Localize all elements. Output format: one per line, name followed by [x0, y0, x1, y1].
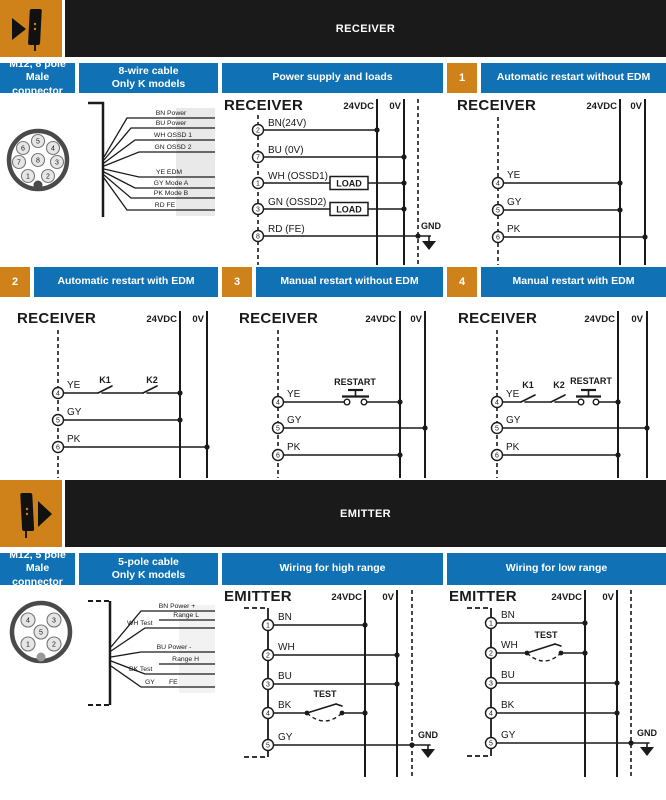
gnd-label: GND: [418, 730, 438, 740]
pin-number: 2: [256, 127, 260, 135]
wire-label: BN(24V): [268, 118, 307, 129]
header-line: Power supply and loads: [272, 71, 393, 84]
receiver-pins: [493, 178, 504, 243]
wire-label: BU: [501, 670, 515, 681]
restart-pushbutton: [342, 390, 369, 405]
number-label: 1: [458, 72, 466, 84]
wire-label: GN (OSSD2): [268, 197, 327, 208]
pin-number: 4: [495, 399, 499, 407]
rail-0v-label: 0V: [410, 314, 422, 325]
wire-label: YE: [507, 170, 521, 181]
ground-symbol: [422, 241, 436, 250]
test-switch-label: TEST: [534, 630, 558, 640]
receiver-device-icon: [0, 0, 62, 57]
cable-8wire-diagram: [79, 95, 218, 265]
wire-label: GY: [507, 197, 522, 208]
header-line: Automatic restart without EDM: [496, 71, 651, 84]
wire-label: RD FE: [154, 202, 176, 209]
pin-number: 4: [489, 710, 493, 718]
wire-label: Range H: [172, 656, 199, 663]
receiver-banner: [0, 0, 666, 57]
pin-number: 3: [55, 159, 59, 167]
k2-contact-label: K2: [146, 375, 158, 385]
header-line: Wiring for low range: [505, 562, 608, 575]
emitter-banner: [0, 480, 666, 547]
pin-number: 4: [496, 180, 500, 188]
pin-number: 1: [256, 180, 260, 188]
pin-number: 5: [56, 417, 60, 425]
pin-number: 5: [489, 740, 493, 748]
receiver-pins: [273, 397, 284, 461]
junction-dots: [305, 622, 415, 747]
pin-number: 1: [489, 620, 493, 628]
wire-label: GY: [67, 407, 82, 418]
pin-number: 4: [266, 710, 270, 718]
rail-24vdc-label: 24VDC: [343, 101, 374, 112]
emitter-high-range-diagram: [222, 585, 443, 800]
wire-label: BU Power -: [156, 644, 192, 651]
rail-0v-label: 0V: [389, 101, 401, 112]
header-wiring-high-range: [222, 553, 443, 585]
wire-label: GY: [506, 415, 521, 426]
pin-number: 4: [26, 617, 30, 625]
rail-24vdc-label: 24VDC: [365, 314, 396, 325]
header-number-3: [222, 267, 252, 297]
k1-contact-label: K1: [99, 375, 111, 385]
pin-number: 5: [276, 425, 280, 433]
pin-number: 3: [489, 680, 493, 688]
wire-label: BK: [278, 700, 292, 711]
power-supply-diagram: [222, 93, 443, 265]
connector-8pole-diagram: [0, 95, 79, 265]
header-number-2: [0, 267, 30, 297]
pin-number: 6: [495, 452, 499, 460]
gnd-label: GND: [637, 728, 657, 738]
diagram-title: RECEIVER: [457, 97, 537, 114]
header-diagram-4: [481, 267, 666, 297]
cable-5pole-diagram: [79, 595, 218, 760]
pin-number: 5: [496, 207, 500, 215]
pin-number: 4: [51, 145, 55, 153]
wire-label: PK: [67, 434, 81, 445]
pin-number: 1: [26, 173, 30, 181]
pin-number: 3: [256, 206, 260, 214]
pin-number: 8: [36, 157, 40, 165]
ground-symbol: [640, 747, 654, 756]
pin-number: 3: [266, 681, 270, 689]
receiver-banner-title: RECEIVER: [335, 22, 396, 35]
pin-number: 5: [266, 742, 270, 750]
rail-0v-label: 0V: [631, 314, 643, 325]
number-label: 3: [233, 276, 241, 288]
pin-number: 1: [266, 622, 270, 630]
pin-number: 4: [276, 399, 280, 407]
rail-24vdc-label: 24VDC: [331, 592, 362, 603]
header-line: 8-wire cable: [118, 64, 179, 77]
header-diagram-3: [256, 267, 443, 297]
wire-label: PK: [287, 442, 301, 453]
diagram-4-manual-restart-edm: [447, 297, 666, 478]
rail-0v-label: 0V: [602, 592, 614, 603]
pin-number: 6: [56, 444, 60, 452]
diagram-title: RECEIVER: [239, 310, 319, 327]
rail-0v-label: 0V: [382, 592, 394, 603]
load-box-label: LOAD: [336, 178, 362, 189]
emitter-device-icon: [0, 480, 62, 547]
receiver-pins: [53, 388, 64, 453]
header-line: Manual restart with EDM: [512, 275, 635, 288]
wire-label: RD (FE): [268, 224, 305, 235]
pin-number: 5: [39, 629, 43, 637]
wire-label: GY Mode A: [153, 180, 189, 187]
wire-label: BK Test: [129, 666, 153, 673]
wire-label: PK: [506, 442, 520, 453]
rail-0v-label: 0V: [192, 314, 204, 325]
header-wiring-low-range: [447, 553, 666, 585]
pin-number: 6: [21, 145, 25, 153]
rail-0v-label: 0V: [630, 101, 642, 112]
header-connector-8pole: [0, 58, 75, 97]
pin-number: 5: [495, 425, 499, 433]
rail-24vdc-label: 24VDC: [584, 314, 615, 325]
diagram-1-auto-restart-no-edm: [447, 93, 666, 265]
wire-label: PK Mode B: [153, 190, 189, 197]
header-number-4: [447, 267, 477, 297]
wire-label: GY: [278, 732, 293, 743]
pin-number: 8: [256, 233, 260, 241]
wire-label: YE: [67, 380, 81, 391]
diagram-2-auto-restart-edm: [0, 297, 218, 478]
wire-label: BN: [278, 612, 292, 623]
pin-number: 7: [17, 159, 21, 167]
restart-label: RESTART: [570, 376, 612, 386]
wire-label: BK: [501, 700, 515, 711]
header-line: Male connector: [12, 71, 63, 97]
header-diagram-1: [481, 63, 666, 93]
emitter-banner-title: EMITTER: [339, 507, 392, 520]
header-cable-5pole: [79, 553, 218, 585]
pin-number: 6: [276, 452, 280, 460]
header-diagram-2: [34, 267, 218, 297]
wire-label: WH Test: [127, 620, 153, 627]
header-number-1: [447, 63, 477, 93]
wire-label: BN Power +: [158, 603, 196, 610]
diagram-title: EMITTER: [449, 588, 517, 605]
wire-label: GN OSSD 2: [154, 144, 192, 151]
header-line: Male connector: [12, 562, 63, 588]
header-line: M12, 8 pole: [9, 58, 66, 71]
rail-24vdc-label: 24VDC: [586, 101, 617, 112]
header-line: Only K models: [111, 78, 186, 90]
wire-label: BN Power: [155, 110, 187, 117]
gnd-label: GND: [421, 221, 441, 231]
header-line: M12, 5 pole: [9, 549, 66, 562]
wire-label: BU Power: [155, 120, 187, 127]
wire-label: Range L: [173, 612, 199, 619]
wire-label: YE: [506, 389, 520, 400]
diagram-3-manual-restart-no-edm: [222, 297, 443, 478]
number-label: 4: [458, 276, 466, 288]
wire-label: WH: [501, 640, 518, 651]
wire-label: BU (0V): [268, 145, 304, 156]
rail-24vdc-label: 24VDC: [146, 314, 177, 325]
wire-label: FE: [169, 679, 178, 686]
wire-label: WH OSSD 1: [153, 132, 193, 139]
pin-number: 4: [56, 390, 60, 398]
receiver-pins: [492, 397, 503, 461]
emitter-low-range-diagram: [447, 585, 666, 800]
pin-number: 2: [52, 641, 56, 649]
header-line: Manual restart without EDM: [280, 275, 419, 288]
pin-number: 5: [36, 138, 40, 146]
pin-number: 3: [52, 617, 56, 625]
number-label: 2: [11, 276, 19, 288]
wire-label: BN: [501, 610, 515, 621]
pin-number: 2: [266, 652, 270, 660]
test-switch-label: TEST: [313, 689, 337, 699]
diagram-title: RECEIVER: [224, 97, 304, 114]
pin-number: 1: [26, 641, 30, 649]
load-box-label: LOAD: [336, 204, 362, 215]
k1-contact-label: K1: [522, 380, 534, 390]
wire-label: YE: [287, 389, 301, 400]
header-cable-8wire: [79, 63, 218, 93]
wire-label: WH: [278, 642, 295, 653]
pin-number: 2: [489, 650, 493, 658]
wire-label: GY: [287, 415, 302, 426]
diagram-title: EMITTER: [224, 588, 292, 605]
header-connector-5pole: [0, 549, 75, 588]
wire-label: YE EDM: [155, 169, 183, 176]
wire-label: BU: [278, 671, 292, 682]
k2-contact-label: K2: [553, 380, 565, 390]
header-line: 5-pole cable: [118, 555, 179, 568]
pin-number: 2: [46, 173, 50, 181]
header-power-supply: [222, 63, 443, 93]
wire-label: WH (OSSD1): [268, 171, 328, 182]
pin-number: 6: [496, 234, 500, 242]
wire-label: GY: [501, 730, 516, 741]
pin-number: 7: [256, 154, 260, 162]
diagram-title: RECEIVER: [17, 310, 97, 327]
header-line: Only K models: [111, 569, 186, 581]
connector-5pole-diagram: [0, 595, 79, 715]
restart-pushbutton: [576, 390, 601, 405]
wire-label: PK: [507, 224, 521, 235]
rail-24vdc-label: 24VDC: [551, 592, 582, 603]
header-line: Automatic restart with EDM: [57, 275, 195, 288]
diagram-title: RECEIVER: [458, 310, 538, 327]
ground-symbol: [421, 749, 435, 758]
restart-label: RESTART: [334, 377, 376, 387]
header-line: Wiring for high range: [279, 562, 386, 575]
wire-label: GY: [145, 679, 155, 686]
